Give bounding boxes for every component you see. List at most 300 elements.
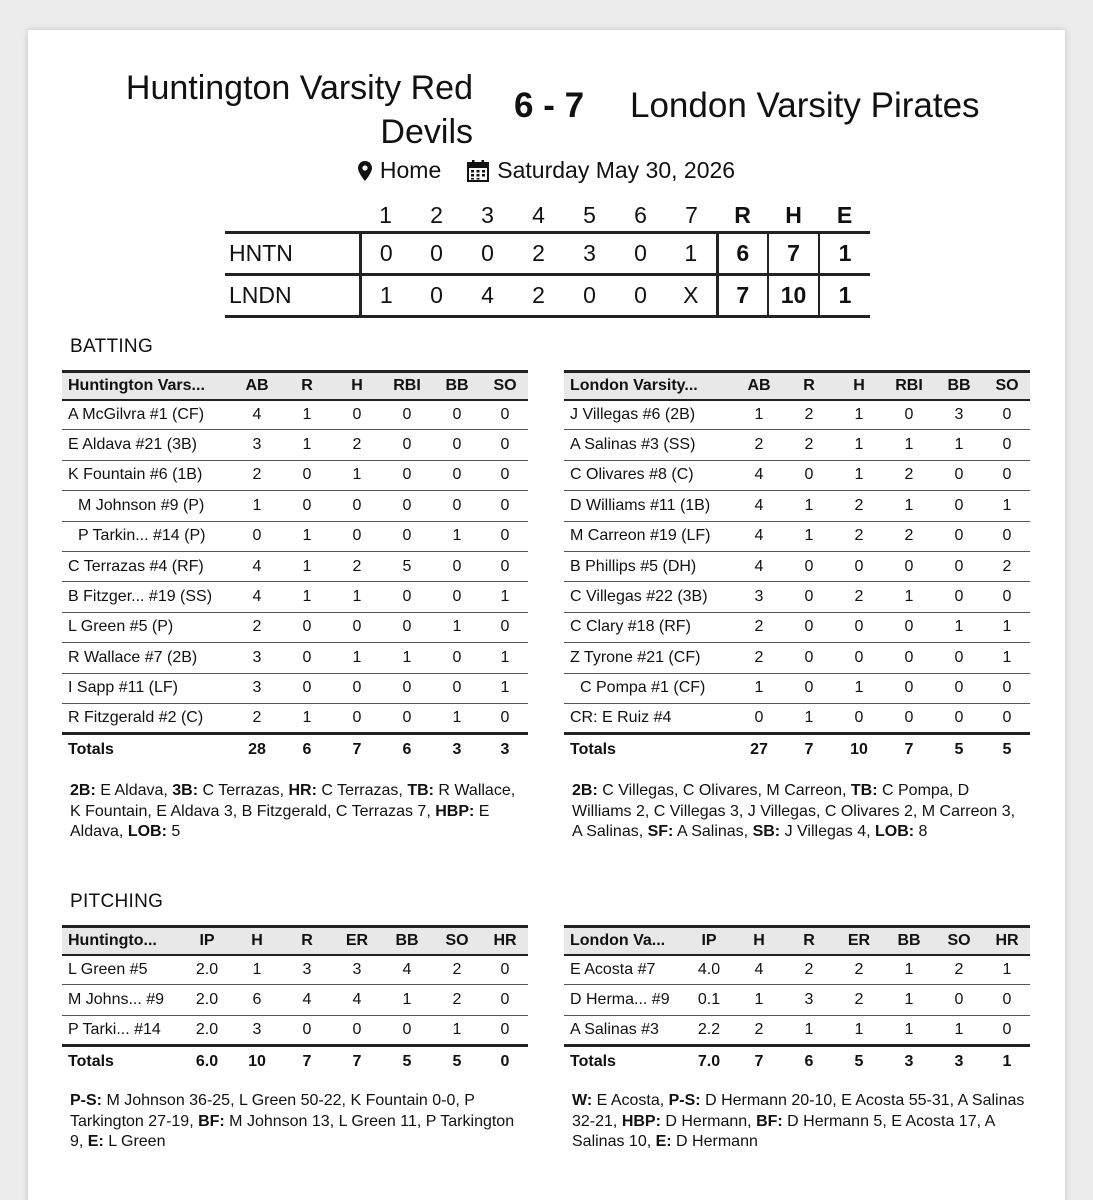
table-row bbox=[564, 491, 1030, 521]
stat-value: 1 bbox=[884, 985, 934, 1015]
stat-value: 0 bbox=[934, 460, 984, 490]
game-date bbox=[467, 157, 735, 184]
stat-value: 0 bbox=[332, 491, 382, 521]
errors-total: 1 bbox=[819, 232, 870, 274]
inning-score: 3 bbox=[583, 239, 596, 266]
stat-value: 0 bbox=[784, 643, 834, 673]
note-key: SB: bbox=[752, 823, 781, 840]
stat-value: 3 bbox=[934, 400, 984, 430]
stat-value: 0 bbox=[432, 582, 482, 612]
total-value: 1 bbox=[1002, 1052, 1012, 1070]
stat-value: 2 bbox=[734, 1015, 784, 1045]
stat-value: 1 bbox=[884, 955, 934, 985]
stat-value: 0 bbox=[432, 551, 482, 581]
player-name: B Fitzger... #19 (SS) bbox=[62, 582, 232, 612]
totals-label: Totals bbox=[68, 740, 114, 758]
note-value: L Green bbox=[103, 1133, 166, 1150]
table-row bbox=[564, 1015, 1030, 1045]
away-batting-notes bbox=[572, 781, 1027, 843]
table-row bbox=[62, 582, 528, 612]
stat-value: 0 bbox=[482, 955, 528, 985]
total-value: 7 bbox=[352, 740, 362, 758]
stat-value: 1 bbox=[834, 460, 884, 490]
stat-value: 0 bbox=[332, 400, 382, 430]
stat-value: 0 bbox=[784, 612, 834, 642]
player-name: R Fitzgerald #2 (C) bbox=[62, 703, 232, 733]
table-row bbox=[62, 673, 528, 703]
table-row bbox=[564, 582, 1030, 612]
column-header: BB bbox=[445, 376, 469, 394]
stat-value: 2 bbox=[834, 582, 884, 612]
stat-value: 2.0 bbox=[182, 955, 232, 985]
player-name: E Acosta #7 bbox=[564, 955, 684, 985]
stat-value: 0 bbox=[482, 521, 528, 551]
inning-header: 3 bbox=[481, 201, 494, 228]
column-header: SO bbox=[493, 376, 517, 394]
stat-value: 2 bbox=[734, 612, 784, 642]
player-name: A Salinas #3 (SS) bbox=[564, 430, 734, 460]
column-header: R bbox=[803, 376, 815, 394]
note-value: M Johnson 36-25, L Green 50-22, K Fountain 0-0, P Tarkington 27-19, bbox=[70, 1092, 475, 1130]
stat-value: 0 bbox=[884, 400, 934, 430]
stat-value: 2 bbox=[432, 955, 482, 985]
inning-header: 5 bbox=[583, 201, 596, 228]
stat-value: 1 bbox=[834, 1015, 884, 1045]
table-row bbox=[62, 430, 528, 460]
stat-value: 0 bbox=[382, 491, 432, 521]
team-abbr: HNTN bbox=[225, 232, 360, 274]
table-row bbox=[62, 460, 528, 490]
note-key: HBP: bbox=[621, 1112, 661, 1130]
stat-value: 0 bbox=[934, 673, 984, 703]
column-header: BB bbox=[395, 931, 419, 949]
inning-score: 0 bbox=[430, 281, 443, 308]
stat-value: 0 bbox=[984, 703, 1030, 733]
stat-value: 0 bbox=[784, 460, 834, 490]
table-row bbox=[62, 400, 528, 430]
stat-value: 0 bbox=[382, 430, 432, 460]
stat-value: 2 bbox=[784, 400, 834, 430]
box-score-page bbox=[28, 30, 1065, 1200]
stat-value: 4 bbox=[232, 582, 282, 612]
inning-score: 1 bbox=[379, 281, 393, 308]
home-pitching-notes bbox=[70, 1091, 525, 1153]
inning-header: 6 bbox=[634, 201, 647, 228]
stat-value: 1 bbox=[834, 673, 884, 703]
stat-value: 2 bbox=[734, 430, 784, 460]
stat-value: 1 bbox=[884, 1015, 934, 1045]
player-name: D Herma... #9 bbox=[564, 985, 684, 1015]
stat-value: 0 bbox=[482, 703, 528, 733]
stat-value: 0 bbox=[482, 1015, 528, 1045]
stat-value: 0 bbox=[984, 673, 1030, 703]
stat-value: 1 bbox=[332, 643, 382, 673]
note-value: 5 bbox=[166, 823, 181, 840]
column-header: R bbox=[803, 931, 815, 949]
player-name: P Tarkin... #14 (P) bbox=[62, 521, 232, 551]
stat-value: 0 bbox=[934, 491, 984, 521]
note-key: P-S: bbox=[70, 1092, 102, 1109]
stat-value: 2.2 bbox=[684, 1015, 734, 1045]
stat-value: 4 bbox=[734, 955, 784, 985]
table-row bbox=[564, 430, 1030, 460]
stat-value: 2 bbox=[834, 985, 884, 1015]
stat-value: 2 bbox=[232, 703, 282, 733]
player-name: I Sapp #11 (LF) bbox=[62, 673, 232, 703]
note-value: A Salinas, bbox=[673, 823, 753, 840]
away-pitching-table bbox=[564, 925, 1030, 1076]
column-header: AB bbox=[747, 376, 771, 394]
column-header: SO bbox=[995, 376, 1019, 394]
stat-value: 0 bbox=[934, 703, 984, 733]
column-header: HR bbox=[493, 931, 517, 949]
totals-row bbox=[62, 734, 528, 764]
stat-value: 0 bbox=[432, 400, 482, 430]
stat-value: 2 bbox=[784, 430, 834, 460]
stat-value: 1 bbox=[734, 985, 784, 1015]
final-score: 6 - 7 bbox=[514, 86, 585, 125]
total-value: 6 bbox=[804, 1052, 814, 1070]
table-header-row bbox=[564, 927, 1030, 955]
location-label: Home bbox=[379, 157, 442, 183]
hits-header: H bbox=[785, 201, 802, 228]
batting-title: BATTING bbox=[70, 336, 154, 357]
stat-value: 1 bbox=[232, 955, 282, 985]
note-value: D Hermann bbox=[671, 1133, 758, 1150]
stat-value: 0 bbox=[482, 612, 528, 642]
stat-value: 1 bbox=[984, 491, 1030, 521]
table-row bbox=[564, 643, 1030, 673]
hits-total: 10 bbox=[768, 274, 819, 316]
note-value: D Hermann 20-10, E Acosta 55-31, A Salinas 32-21, bbox=[572, 1092, 1025, 1130]
stat-value: 2 bbox=[834, 955, 884, 985]
stat-value: 1 bbox=[332, 460, 382, 490]
table-row bbox=[564, 521, 1030, 551]
player-name: P Tarki... #14 bbox=[62, 1015, 182, 1045]
stat-value: 0 bbox=[934, 643, 984, 673]
stat-value: 2.0 bbox=[182, 985, 232, 1015]
stat-value: 0 bbox=[282, 1015, 332, 1045]
table-row bbox=[62, 955, 528, 985]
stat-value: 0 bbox=[482, 491, 528, 521]
stat-value: 0 bbox=[382, 612, 432, 642]
stat-value: 1 bbox=[884, 582, 934, 612]
stat-value: 0 bbox=[482, 460, 528, 490]
stat-value: 4 bbox=[734, 521, 784, 551]
stat-value: 0 bbox=[232, 521, 282, 551]
stat-value: 0 bbox=[282, 491, 332, 521]
table-row bbox=[564, 673, 1030, 703]
totals-row bbox=[564, 734, 1030, 764]
stat-value: 0 bbox=[834, 612, 884, 642]
stat-value: 1 bbox=[784, 703, 834, 733]
stat-value: 0 bbox=[984, 985, 1030, 1015]
table-row bbox=[564, 612, 1030, 642]
stat-value: 0 bbox=[784, 673, 834, 703]
note-value: R Wallace, K Fountain, E Aldava 3, B Fitzgerald, C Terrazas 7, bbox=[70, 782, 516, 820]
stat-value: 3 bbox=[784, 985, 834, 1015]
note-key: E: bbox=[655, 1133, 672, 1150]
errors-header: E bbox=[836, 201, 853, 228]
total-value: 6.0 bbox=[195, 1052, 219, 1070]
stat-value: 1 bbox=[282, 521, 332, 551]
stat-value: 0 bbox=[734, 703, 784, 733]
stat-value: 0 bbox=[432, 460, 482, 490]
stat-value: 1 bbox=[432, 1015, 482, 1045]
inning-score: X bbox=[683, 281, 699, 308]
inning-score: 2 bbox=[532, 281, 545, 308]
total-value: 7.0 bbox=[697, 1052, 721, 1070]
stat-value: 0 bbox=[984, 430, 1030, 460]
stat-value: 0 bbox=[984, 582, 1030, 612]
player-name: CR: E Ruiz #4 bbox=[564, 703, 734, 733]
total-value: 7 bbox=[352, 1052, 362, 1070]
table-row bbox=[564, 703, 1030, 733]
line-score-row bbox=[225, 232, 870, 274]
stat-value: 3 bbox=[282, 955, 332, 985]
stat-value: 1 bbox=[282, 430, 332, 460]
note-key: TB: bbox=[850, 782, 878, 799]
note-value: M Johnson 13, L Green 11, P Tarkington 9, bbox=[70, 1112, 515, 1150]
line-score-table bbox=[225, 200, 870, 318]
totals-row bbox=[62, 1046, 528, 1076]
stat-value: 0 bbox=[332, 612, 382, 642]
stat-value: 1 bbox=[282, 703, 332, 733]
inning-score: 4 bbox=[481, 281, 494, 308]
stat-value: 1 bbox=[834, 430, 884, 460]
note-key: W: bbox=[572, 1092, 593, 1109]
stat-value: 0.1 bbox=[684, 985, 734, 1015]
total-value: 6 bbox=[402, 740, 412, 758]
note-key: 2B: bbox=[70, 782, 96, 799]
stat-value: 0 bbox=[834, 551, 884, 581]
note-key: 3B: bbox=[172, 782, 199, 799]
stat-value: 0 bbox=[382, 582, 432, 612]
stat-value: 0 bbox=[482, 985, 528, 1015]
player-name: M Johns... #9 bbox=[62, 985, 182, 1015]
note-value: D Hermann 5, E Acosta 17, A Salinas 10, bbox=[572, 1112, 995, 1150]
runs-total: 7 bbox=[717, 274, 768, 316]
home-batting-notes bbox=[70, 781, 525, 843]
stat-value: 0 bbox=[382, 521, 432, 551]
note-value: D Hermann, bbox=[660, 1112, 757, 1130]
column-header: London Varsity... bbox=[570, 376, 698, 394]
note-key: 2B: bbox=[572, 782, 598, 799]
stat-value: 3 bbox=[232, 643, 282, 673]
table-header-row bbox=[564, 372, 1030, 400]
inning-score: 0 bbox=[583, 281, 596, 308]
inning-score: 1 bbox=[684, 239, 698, 266]
stat-value: 0 bbox=[282, 460, 332, 490]
stat-value: 5 bbox=[382, 551, 432, 581]
note-value: E Aldava, bbox=[95, 782, 173, 799]
stat-value: 3 bbox=[232, 673, 282, 703]
player-name: J Villegas #6 (2B) bbox=[564, 400, 734, 430]
stat-value: 0 bbox=[332, 703, 382, 733]
stat-value: 0 bbox=[482, 551, 528, 581]
total-value: 10 bbox=[248, 1052, 266, 1070]
stat-value: 1 bbox=[734, 673, 784, 703]
stat-value: 1 bbox=[934, 430, 984, 460]
stat-value: 4 bbox=[332, 985, 382, 1015]
inning-score: 0 bbox=[481, 239, 494, 266]
total-value: 10 bbox=[850, 740, 868, 758]
column-header: Huntington Vars... bbox=[68, 376, 205, 394]
total-value: 7 bbox=[804, 740, 814, 758]
column-header: SO bbox=[947, 931, 971, 949]
stat-value: 0 bbox=[884, 673, 934, 703]
date-label: Saturday May 30, 2026 bbox=[497, 157, 736, 183]
total-value: 3 bbox=[904, 1052, 914, 1070]
total-value: 27 bbox=[750, 740, 768, 758]
stat-value: 1 bbox=[734, 400, 784, 430]
player-name: B Phillips #5 (DH) bbox=[564, 551, 734, 581]
player-name: K Fountain #6 (1B) bbox=[62, 460, 232, 490]
player-name: M Johnson #9 (P) bbox=[62, 491, 232, 521]
stat-value: 1 bbox=[934, 1015, 984, 1045]
stat-value: 1 bbox=[432, 612, 482, 642]
stat-value: 0 bbox=[382, 703, 432, 733]
stat-value: 0 bbox=[482, 400, 528, 430]
column-header: R bbox=[301, 931, 313, 949]
totals-label: Totals bbox=[68, 1052, 114, 1070]
stat-value: 0 bbox=[884, 612, 934, 642]
away-batting-table bbox=[564, 370, 1030, 764]
column-header: IP bbox=[701, 931, 717, 949]
table-header-row bbox=[62, 372, 528, 400]
table-row bbox=[564, 985, 1030, 1015]
stat-value: 2 bbox=[734, 643, 784, 673]
stat-value: 1 bbox=[382, 643, 432, 673]
stat-value: 0 bbox=[332, 1015, 382, 1045]
stat-value: 2 bbox=[834, 491, 884, 521]
stat-value: 2 bbox=[984, 551, 1030, 581]
stat-value: 2 bbox=[232, 612, 282, 642]
total-value: 7 bbox=[754, 1052, 764, 1070]
inning-header: 4 bbox=[532, 201, 545, 228]
player-name: R Wallace #7 (2B) bbox=[62, 643, 232, 673]
table-row bbox=[62, 985, 528, 1015]
table-row bbox=[62, 643, 528, 673]
table-row bbox=[564, 460, 1030, 490]
column-header: ER bbox=[345, 931, 369, 949]
stat-value: 0 bbox=[884, 703, 934, 733]
stat-value: 0 bbox=[884, 551, 934, 581]
totals-label: Totals bbox=[570, 740, 616, 758]
column-header: BB bbox=[947, 376, 971, 394]
calendar-icon bbox=[467, 160, 489, 182]
stat-value: 1 bbox=[984, 643, 1030, 673]
stat-value: 0 bbox=[784, 551, 834, 581]
stat-value: 1 bbox=[784, 521, 834, 551]
column-header: IP bbox=[199, 931, 215, 949]
table-row bbox=[564, 551, 1030, 581]
stat-value: 0 bbox=[282, 643, 332, 673]
note-value: C Terrazas, bbox=[316, 782, 408, 799]
note-value: C Villegas, C Olivares, M Carreon, bbox=[597, 782, 851, 799]
stat-value: 3 bbox=[332, 955, 382, 985]
player-name: M Carreon #19 (LF) bbox=[564, 521, 734, 551]
note-key: TB: bbox=[407, 782, 434, 799]
pitching-title: PITCHING bbox=[70, 891, 164, 912]
total-value: 3 bbox=[954, 1052, 964, 1070]
column-header: R bbox=[301, 376, 313, 394]
column-header: H bbox=[753, 931, 765, 949]
stat-value: 1 bbox=[282, 400, 332, 430]
away-pitching-notes bbox=[572, 1091, 1027, 1153]
column-header: SO bbox=[445, 931, 469, 949]
stat-value: 0 bbox=[432, 673, 482, 703]
stat-value: 1 bbox=[482, 673, 528, 703]
inning-score: 2 bbox=[532, 239, 545, 266]
note-value: E Acosta, bbox=[592, 1092, 669, 1109]
stat-value: 0 bbox=[382, 460, 432, 490]
note-value: 8 bbox=[914, 823, 928, 840]
column-header: H bbox=[853, 376, 865, 394]
stat-value: 0 bbox=[332, 521, 382, 551]
stat-value: 0 bbox=[382, 1015, 432, 1045]
home-batting-table bbox=[62, 370, 528, 764]
stat-value: 0 bbox=[984, 460, 1030, 490]
stat-value: 3 bbox=[232, 1015, 282, 1045]
column-header: RBI bbox=[393, 376, 421, 394]
runs-total: 6 bbox=[717, 232, 768, 274]
table-row bbox=[62, 612, 528, 642]
away-team-name: London Varsity Pirates bbox=[630, 86, 980, 125]
player-name: C Terrazas #4 (RF) bbox=[62, 551, 232, 581]
game-meta bbox=[28, 157, 1065, 184]
stat-value: 2 bbox=[834, 521, 884, 551]
total-value: 3 bbox=[500, 740, 510, 758]
stat-value: 1 bbox=[282, 582, 332, 612]
line-score-row bbox=[225, 274, 870, 316]
stat-value: 0 bbox=[934, 985, 984, 1015]
total-value: 3 bbox=[452, 740, 462, 758]
stat-value: 0 bbox=[934, 582, 984, 612]
table-row bbox=[62, 491, 528, 521]
note-value: E Aldava, bbox=[70, 802, 490, 840]
stat-value: 4 bbox=[382, 955, 432, 985]
stat-value: 0 bbox=[332, 673, 382, 703]
totals-row bbox=[564, 1046, 1030, 1076]
stat-value: 1 bbox=[382, 985, 432, 1015]
stat-value: 3 bbox=[232, 430, 282, 460]
note-key: BF: bbox=[756, 1112, 783, 1130]
note-value: C Pompa, D Williams 2, C Villegas 3, J Villegas, C Olivares 2, M Carreon 3, A Salinas, bbox=[572, 782, 1016, 840]
stat-value: 0 bbox=[784, 582, 834, 612]
stat-value: 2 bbox=[332, 551, 382, 581]
note-key: E: bbox=[87, 1133, 104, 1150]
column-header: HR bbox=[995, 931, 1019, 949]
inning-score: 0 bbox=[634, 239, 647, 266]
stat-value: 2 bbox=[934, 955, 984, 985]
stat-value: 1 bbox=[934, 612, 984, 642]
stat-value: 1 bbox=[332, 582, 382, 612]
stat-value: 0 bbox=[432, 430, 482, 460]
stat-value: 0 bbox=[984, 521, 1030, 551]
home-team-name: Huntington Varsity Red Devils bbox=[125, 69, 473, 151]
player-name: A McGilvra #1 (CF) bbox=[62, 400, 232, 430]
column-header: Huntingto... bbox=[68, 931, 157, 949]
stat-value: 4.0 bbox=[684, 955, 734, 985]
total-value: 5 bbox=[452, 1052, 462, 1070]
note-key: HR: bbox=[288, 782, 317, 799]
column-header: AB bbox=[245, 376, 269, 394]
table-header-row bbox=[62, 927, 528, 955]
stat-value: 2 bbox=[432, 985, 482, 1015]
stat-value: 1 bbox=[432, 703, 482, 733]
player-name: C Villegas #22 (3B) bbox=[564, 582, 734, 612]
